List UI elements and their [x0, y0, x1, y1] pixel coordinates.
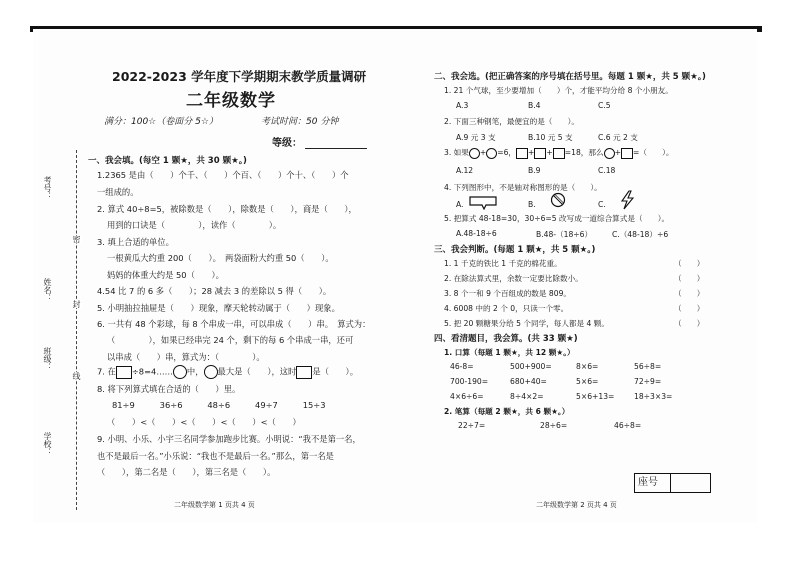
q3-p6: =（ ）。 — [632, 148, 674, 157]
choice-q1: 1. 21 个气球，至少要增加（ ）个，才能平均分给 8 个小朋友。 — [444, 86, 673, 95]
part1-heading: 一、我会填。(每空 1 颗★，共 30 颗★。) — [88, 156, 247, 166]
choice-q4: 4. 下列图形中，不是轴对称图形的是（ ）。 — [444, 183, 602, 192]
choice-q2-b: B.10 元 5 支 — [528, 133, 573, 142]
q2-line1: 2. 算式 40÷8=5，被除数是（ ），除数是（ ），商是（ ）， — [97, 204, 357, 214]
margin-school-label: 学校： — [43, 432, 52, 456]
choice-q4-b: B. — [528, 200, 536, 209]
q7-mid: 中， — [186, 366, 204, 377]
q3-p5: + — [614, 148, 621, 157]
q6-line3: 以串成（ ）串，算式为：（ ）。 — [107, 352, 265, 362]
q1-line1: 1.2365 是由（ ）个千、（ ）个百、（ ）个十、（ ）个 — [97, 170, 349, 180]
q7-prefix: 7. 在 — [97, 366, 116, 377]
page1-footer: 二年级数学第 1 页共 4 页 — [174, 501, 255, 509]
no-sign-icon — [550, 192, 566, 208]
circle-shape — [204, 365, 218, 379]
binding-line — [76, 150, 77, 510]
choice-q2-c: C.6 元 2 支 — [598, 133, 638, 142]
q7-end: 是（ ）。 — [312, 366, 358, 377]
oral-calc: 56÷8= — [634, 362, 662, 371]
judge-answer-3[interactable]: （ ） — [674, 289, 705, 298]
oral-calc: 8×6= — [576, 362, 599, 371]
seat-number-field[interactable] — [671, 474, 709, 491]
oral-calc: 500+900= — [510, 362, 552, 371]
oral-calc: 46-8= — [450, 362, 474, 371]
q6-line2: （ ），如果已经串完 24 个，剩下的每 6 个串成一串，还可 — [107, 335, 354, 345]
part2-heading: 二、我会选。(把正确答案的序号填在括号里。每题 1 颗★，共 5 颗★。) — [434, 72, 706, 82]
square-shape — [553, 148, 565, 159]
oral-calc: 4×6÷6= — [450, 392, 484, 401]
judge-answer-2[interactable]: （ ） — [674, 274, 705, 283]
choice-q2: 2. 下面三种钢笔，最便宜的是（ ）。 — [444, 117, 579, 126]
choice-q1-b: B.4 — [528, 101, 541, 110]
oral-calc: 5×6+13= — [576, 392, 615, 401]
choice-q3-a: A.12 — [456, 166, 474, 175]
judge-item-2: 2. 在除法算式里，余数一定要比除数小。 — [444, 274, 583, 283]
seal-char: 密 — [72, 235, 81, 243]
part4-heading: 四、看清题目，我会算。(共 33 颗★) — [434, 334, 578, 344]
margin-class-label: 班级： — [43, 347, 52, 371]
judge-item-1: 1. 1 千克的铁比 1 千克的棉花重。 — [444, 259, 562, 268]
oral-calc: 700-190= — [450, 377, 489, 386]
part3-heading: 三、我会判断。(每题 1 颗★，共 5 颗★。) — [434, 245, 596, 255]
oral-calc: 8÷4×2= — [510, 392, 544, 401]
grade-blank[interactable] — [305, 139, 367, 149]
q3-line1: 3. 填上合适的单位。 — [97, 237, 174, 247]
square-shape — [534, 148, 546, 159]
q7-max: 最大是（ ），这时 — [217, 366, 297, 377]
q7-expr: ÷8=4…… — [131, 366, 173, 377]
subject-title: 二年级数学 — [186, 91, 276, 111]
choice-q2-a: A.9 元 3 支 — [456, 133, 496, 142]
circle-shape — [486, 148, 497, 159]
oral-calc: 5×6= — [576, 377, 599, 386]
circle-shape — [604, 148, 615, 159]
judge-answer-1[interactable]: （ ） — [674, 259, 705, 268]
seal-char: 封 — [72, 300, 81, 308]
q8-expressions: 81÷9 36÷6 48÷6 49÷7 15÷3 — [112, 400, 326, 410]
q9-line3: （ ），第二名是（ ），第三名是（ ）。 — [97, 467, 276, 477]
square-shape — [516, 148, 528, 159]
q3-p2: + — [528, 148, 535, 157]
judge-item-5: 5. 把 20 颗糖果分给 5 个同学，每人都是 4 颗。 — [444, 319, 609, 328]
judge-answer-4[interactable]: （ ） — [674, 304, 705, 313]
judge-answer-5[interactable]: （ ） — [674, 319, 705, 328]
q9-line1: 9. 小明、小乐、小宇三名同学参加跑步比赛。小明说：“我不是第一名， — [97, 434, 361, 444]
square-shape — [116, 366, 132, 379]
choice-q3: 3. 如果 + =6， + + =18，那么 + =（ ）。 — [444, 148, 674, 157]
choice-q5: 5. 把算式 48-18=30，30÷6=5 改写成一道综合算式是（ ）。 — [444, 214, 670, 223]
choice-q1-a: A.3 — [456, 101, 469, 110]
q3-line2: 一根黄瓜大约重 200（ ）。 两袋面粉大约重 50（ ）。 — [107, 253, 334, 263]
exam-title: 2022-2023 学年度下学期期末教学质量调研 — [112, 69, 367, 84]
choice-q5-a: A.48-18÷6 — [456, 229, 497, 238]
margin-name-label: 姓名： — [43, 278, 52, 302]
seal-char: 线 — [72, 372, 81, 380]
square-shape — [296, 366, 312, 379]
q9-line2: 也不是最后一名。”小乐说：“我也不是最后一名。”那么，第一名是 — [97, 451, 334, 461]
written-calc: 22÷7= — [458, 421, 486, 430]
q5-line: 5. 小明抽拉抽屉是（ ）现象，摩天轮转动属于（ ）现象。 — [97, 303, 340, 313]
choice-q3-c: C.18 — [598, 166, 616, 175]
oral-calc: 680+40= — [510, 377, 547, 386]
margin-number-label: 考号： — [43, 176, 52, 200]
q3-p4: =18，那么 — [564, 148, 604, 157]
circle-shape — [173, 365, 187, 379]
choice-q4-a: A. — [456, 200, 464, 209]
oral-heading: 1. 口算（每题 1 颗★，共 12 颗★。） — [444, 348, 575, 357]
square-shape — [621, 148, 633, 159]
grade-label-text: 等级： — [272, 138, 302, 149]
oral-calc: 18÷3×3= — [634, 392, 673, 401]
judge-item-3: 3. 8 个一和 9 个百组成的数是 809。 — [444, 289, 572, 298]
q2-line2: 用到的口诀是（ ），读作（ ）。 — [107, 220, 282, 230]
grade-label — [272, 134, 367, 149]
choice-q1-c: C.5 — [598, 101, 611, 110]
score-info: 满分：100☆（卷面分 5☆） — [104, 117, 218, 127]
page2-footer: 二年级数学第 2 页共 4 页 — [536, 501, 617, 509]
time-info: 考试时间：50 分钟 — [261, 117, 339, 127]
written-calc: 28÷6= — [540, 421, 568, 430]
q3-p1: =6， — [497, 148, 517, 157]
q7-line — [97, 365, 358, 379]
written-heading: 2. 笔算（每题 2 颗★，共 6 颗★。） — [444, 407, 570, 416]
q3-p0: 3. 如果 — [444, 148, 469, 157]
circle-shape — [469, 148, 480, 159]
choice-q4-c: C. — [598, 200, 606, 209]
q3-line3: 妈妈的体重大约是 50（ ）。 — [107, 270, 224, 280]
q1-line2: 一组成的。 — [97, 187, 139, 197]
q3-p3: + — [546, 148, 553, 157]
q4-line: 4.54 比 7 的 6 多（ ）；28 减去 3 的差除以 5 得（ ）。 — [97, 286, 332, 296]
choice-q3-b: B.9 — [528, 166, 541, 175]
seat-label: 座号 — [635, 474, 671, 492]
judge-item-4: 4. 6008 中的 2 个 0，只读一个零。 — [444, 304, 569, 313]
written-calc: 46÷8= — [614, 421, 642, 430]
q6-line1: 6. 一共有 48 个彩球，每 8 个串成一串，可以串成（ ）串。 算式为： — [97, 319, 371, 329]
choice-q5-b: B.48-（18÷6） — [536, 230, 593, 239]
choice-q5-c: C.（48-18）÷6 — [612, 230, 669, 239]
q8-line: 8. 将下列算式填在合适的（ ）里。 — [97, 384, 241, 394]
oral-calc: 72÷9= — [634, 377, 662, 386]
lightning-icon — [618, 190, 636, 210]
q8-order: （ ）<（ ）<（ ）<（ ）<（ ） — [107, 417, 301, 427]
flag-shape-icon — [468, 194, 498, 210]
